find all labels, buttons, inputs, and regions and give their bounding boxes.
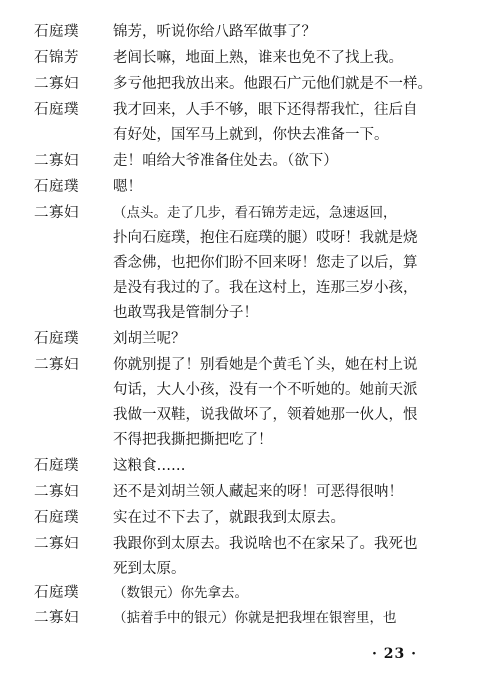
speaker-name: 石锦芳 — [34, 50, 79, 66]
dialogue-line: 多亏他把我放出来。他跟石广元他们就是不一样。 — [113, 76, 432, 92]
dialogue-line: 走！咱给大爷准备住处去。（欲下） — [113, 153, 338, 169]
dialogue-line: 刘胡兰呢？ — [113, 331, 186, 347]
dialogue-line: （点头。走了几步，看石锦芳走远，急速返回， — [113, 205, 397, 221]
dialogue-line: （掂着手中的银元）你就是把我埋在银窖里，也 — [113, 610, 397, 626]
speaker-name: 石庭璞 — [34, 585, 79, 601]
speaker-name: 二寡妇 — [34, 610, 79, 626]
dialogue-line: 这粮食…… — [113, 458, 186, 474]
speaker-name: 二寡妇 — [34, 205, 79, 221]
dialogue-line: 实在过不下去了，就跟我到太原去。 — [113, 510, 345, 526]
dialogue-line: 你就别提了！别看她是个黄毛丫头，她在村上说 — [113, 357, 418, 373]
dialogue-line: 我做一双鞋，说我做坏了，领着她那一伙人，恨 — [113, 407, 418, 423]
speaker-name: 二寡妇 — [34, 536, 79, 552]
speaker-name: 二寡妇 — [34, 153, 79, 169]
speaker-name: 石庭璞 — [34, 510, 79, 526]
dialogue-line: 还不是刘胡兰领人藏起来的呀！可恶得很呐！ — [113, 484, 403, 500]
dialogue-line: 我才回来，人手不够，眼下还得帮我忙，往后自 — [113, 102, 418, 118]
speaker-name: 石庭璞 — [34, 102, 79, 118]
page-number: · 23 · — [372, 646, 417, 662]
speaker-name: 石庭璞 — [34, 458, 79, 474]
speaker-name: 石庭璞 — [34, 179, 79, 195]
dialogue-line: 不得把我撕把撕把吃了！ — [113, 432, 273, 448]
speaker-name: 石庭璞 — [34, 24, 79, 40]
speaker-name: 二寡妇 — [34, 357, 79, 373]
dialogue-line: （数银元）你先拿去。 — [113, 585, 248, 601]
dialogue-line: 香念佛，也把你们盼不回来呀！您走了以后，算 — [113, 255, 418, 271]
speaker-name: 二寡妇 — [34, 76, 79, 92]
dialogue-line: 句话，大人小孩，没有一个不听她的。她前天派 — [113, 382, 418, 398]
dialogue-line: 是没有我过的了。我在这村上，连那三岁小孩， — [113, 280, 418, 296]
speaker-name: 石庭璞 — [34, 331, 79, 347]
speaker-name: 二寡妇 — [34, 484, 79, 500]
dialogue-line: 扑向石庭璞，抱住石庭璞的腿）哎呀！我就是烧 — [113, 230, 418, 246]
dialogue-line: 嗯！ — [113, 179, 142, 195]
dialogue-line: 有好处，国军马上就到，你快去准备一下。 — [113, 127, 389, 143]
dialogue-line: 老闾长嘛，地面上熟，谁来也免不了找上我。 — [113, 50, 403, 66]
dialogue-line: 也敢骂我是管制分子！ — [113, 305, 258, 321]
dialogue-line: 死到太原。 — [113, 561, 186, 577]
dialogue-line: 锦芳，听说你给八路军做事了？ — [113, 24, 316, 40]
dialogue-line: 我跟你到太原去。我说啥也不在家呆了。我死也 — [113, 536, 418, 552]
